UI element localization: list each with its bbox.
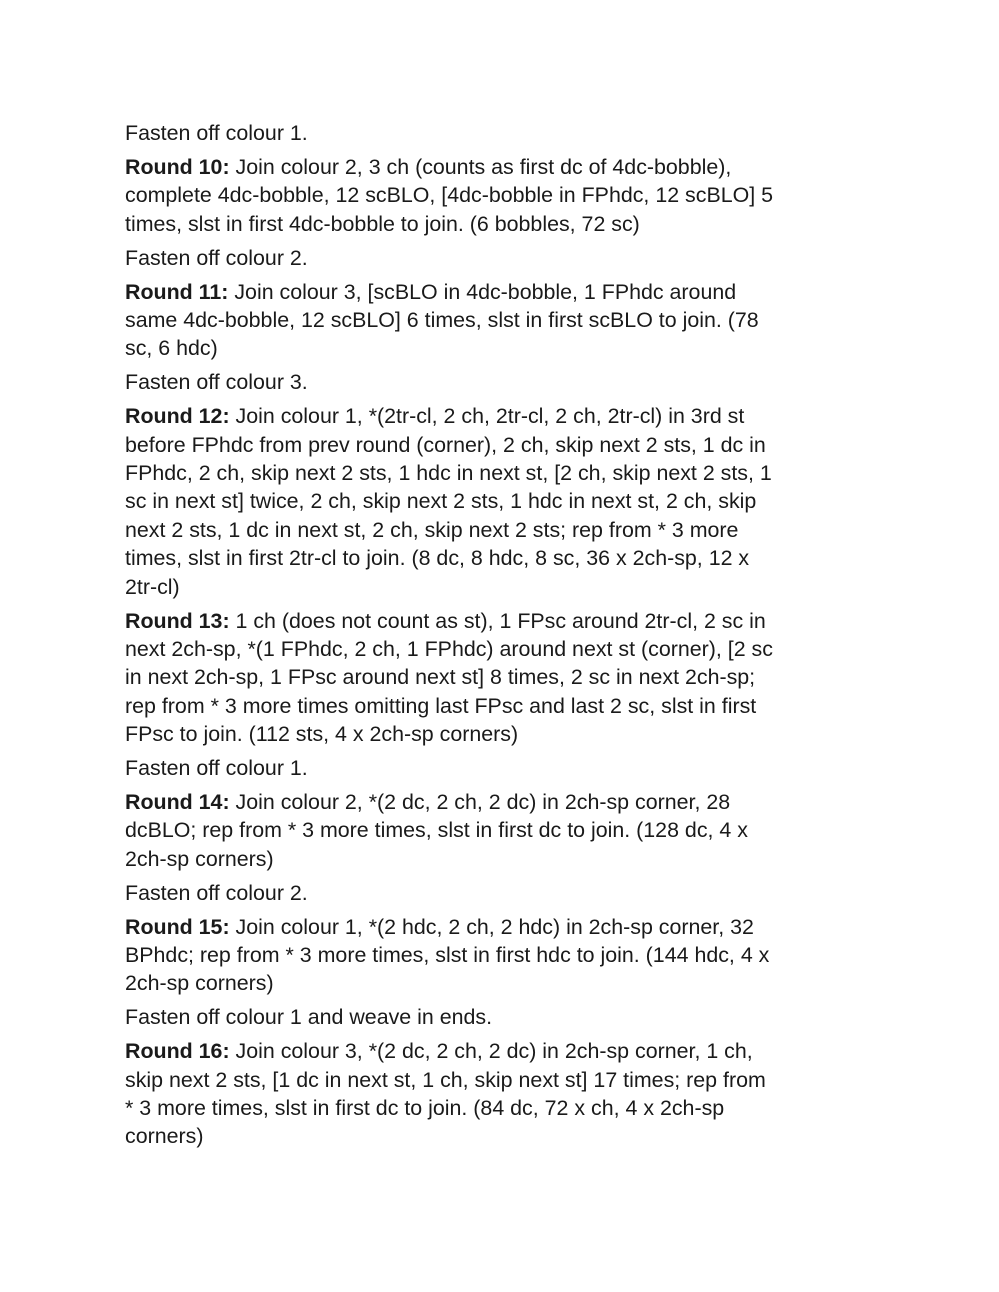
line-text: times, slst in first 4dc-bobble to join. (6 bobbles, 72 sc) bbox=[125, 211, 640, 236]
fasten-off-note bbox=[125, 879, 885, 907]
line-text: 1 ch (does not count as st), 1 FPsc around 2tr-cl, 2 sc in bbox=[229, 608, 766, 633]
fasten-off-note bbox=[125, 119, 885, 147]
pattern-text bbox=[125, 119, 885, 1156]
text-line bbox=[125, 941, 885, 969]
line-text: sc, 6 hdc) bbox=[125, 336, 218, 361]
round-label: Round 11: bbox=[125, 279, 229, 304]
line-text: BPhdc; rep from * 3 more times, slst in first hdc to join. (144 hdc, 4 x bbox=[125, 942, 770, 967]
text-line bbox=[125, 573, 885, 601]
line-text: 2tr-cl) bbox=[125, 574, 180, 599]
text-line bbox=[125, 879, 885, 907]
round-instruction bbox=[125, 402, 885, 601]
line-text: times, slst in first 2tr-cl to join. (8 dc, 8 hdc, 8 sc, 36 x 2ch-sp, 12 x bbox=[125, 546, 750, 571]
line-text: rep from * 3 more times omitting last FPsc and last 2 sc, slst in first bbox=[125, 693, 757, 718]
text-line bbox=[125, 544, 885, 572]
text-line bbox=[125, 1094, 885, 1122]
text-line bbox=[125, 692, 885, 720]
text-line bbox=[125, 153, 885, 181]
line-text: sc in next st] twice, 2 ch, skip next 2 sts, 1 hdc in next st, 2 ch, skip bbox=[125, 489, 757, 514]
line-text: Join colour 3, *(2 dc, 2 ch, 2 dc) in 2ch-sp corner, 1 ch, bbox=[229, 1039, 753, 1064]
text-line bbox=[125, 1066, 885, 1094]
text-line bbox=[125, 1037, 885, 1065]
line-text: Join colour 3, [scBLO in 4dc-bobble, 1 FPhdc around bbox=[228, 279, 737, 304]
text-line bbox=[125, 181, 885, 209]
round-label: Round 14: bbox=[125, 789, 230, 814]
text-line bbox=[125, 334, 885, 362]
line-text: next 2 sts, 1 dc in next st, 2 ch, skip next 2 sts; rep from * 3 more bbox=[125, 517, 739, 542]
text-line bbox=[125, 969, 885, 997]
line-text: in next 2ch-sp, 1 FPsc around next st] 8 times, 2 sc in next 2ch-sp; bbox=[125, 665, 756, 690]
line-text: Fasten off colour 1. bbox=[125, 756, 308, 781]
line-text: complete 4dc-bobble, 12 scBLO, [4dc-bobble in FPhdc, 12 scBLO] 5 bbox=[125, 183, 774, 208]
text-line bbox=[125, 607, 885, 635]
round-instruction bbox=[125, 1037, 885, 1151]
text-line bbox=[125, 816, 885, 844]
text-line bbox=[125, 278, 885, 306]
round-instruction bbox=[125, 153, 885, 238]
text-line bbox=[125, 306, 885, 334]
text-line bbox=[125, 720, 885, 748]
line-text: 2ch-sp corners) bbox=[125, 971, 274, 996]
text-line bbox=[125, 845, 885, 873]
line-text: dcBLO; rep from * 3 more times, slst in first dc to join. (128 dc, 4 x bbox=[125, 818, 748, 843]
round-instruction bbox=[125, 607, 885, 749]
round-label: Round 12: bbox=[125, 404, 230, 429]
line-text: Fasten off colour 2. bbox=[125, 880, 308, 905]
fasten-off-note bbox=[125, 754, 885, 782]
text-line bbox=[125, 754, 885, 782]
line-text: Fasten off colour 3. bbox=[125, 370, 308, 395]
line-text: before FPhdc from prev round (corner), 2 ch, skip next 2 sts, 1 dc in bbox=[125, 432, 766, 457]
line-text: skip next 2 sts, [1 dc in next st, 1 ch, skip next st] 17 times; rep from bbox=[125, 1067, 766, 1092]
round-label: Round 13: bbox=[125, 608, 230, 633]
text-line bbox=[125, 402, 885, 430]
fasten-off-note bbox=[125, 368, 885, 396]
line-text: * 3 more times, slst in first dc to join. (84 dc, 72 x ch, 4 x 2ch-sp bbox=[125, 1096, 725, 1120]
line-text: Fasten off colour 2. bbox=[125, 245, 308, 270]
line-text: 2ch-sp corners) bbox=[125, 846, 274, 871]
line-text: Join colour 2, 3 ch (counts as first dc of 4dc-bobble), bbox=[229, 154, 732, 179]
text-line bbox=[125, 368, 885, 396]
text-line bbox=[125, 788, 885, 816]
round-instruction bbox=[125, 278, 885, 363]
text-line bbox=[125, 244, 885, 272]
text-line bbox=[125, 913, 885, 941]
round-instruction bbox=[125, 913, 885, 998]
line-text: Fasten off colour 1. bbox=[125, 121, 308, 145]
round-instruction bbox=[125, 788, 885, 873]
text-line bbox=[125, 1003, 885, 1031]
line-text: FPhdc, 2 ch, skip next 2 sts, 1 hdc in next st, [2 ch, skip next 2 sts, 1 bbox=[125, 460, 772, 485]
round-label: Round 15: bbox=[125, 914, 230, 939]
text-line bbox=[125, 1122, 885, 1150]
line-text: corners) bbox=[125, 1124, 204, 1149]
line-text: Join colour 2, *(2 dc, 2 ch, 2 dc) in 2ch-sp corner, 28 bbox=[229, 789, 731, 814]
text-line bbox=[125, 663, 885, 691]
line-text: Fasten off colour 1 and weave in ends. bbox=[125, 1005, 493, 1030]
fasten-off-note bbox=[125, 1003, 885, 1031]
text-line bbox=[125, 210, 885, 238]
line-text: Join colour 1, *(2tr-cl, 2 ch, 2tr-cl, 2 ch, 2tr-cl) in 3rd st bbox=[229, 404, 745, 429]
text-line bbox=[125, 431, 885, 459]
line-text: next 2ch-sp, *(1 FPhdc, 2 ch, 1 FPhdc) around next st (corner), [2 sc bbox=[125, 636, 773, 661]
line-text: same 4dc-bobble, 12 scBLO] 6 times, slst in first scBLO to join. (78 bbox=[125, 307, 759, 332]
text-line bbox=[125, 459, 885, 487]
text-line bbox=[125, 516, 885, 544]
line-text: Join colour 1, *(2 hdc, 2 ch, 2 hdc) in 2ch-sp corner, 32 bbox=[229, 914, 754, 939]
text-line bbox=[125, 635, 885, 663]
fasten-off-note bbox=[125, 244, 885, 272]
text-line bbox=[125, 487, 885, 515]
round-label: Round 16: bbox=[125, 1039, 230, 1064]
line-text: FPsc to join. (112 sts, 4 x 2ch-sp corners) bbox=[125, 722, 519, 747]
round-label: Round 10: bbox=[125, 154, 230, 179]
text-line bbox=[125, 119, 885, 147]
